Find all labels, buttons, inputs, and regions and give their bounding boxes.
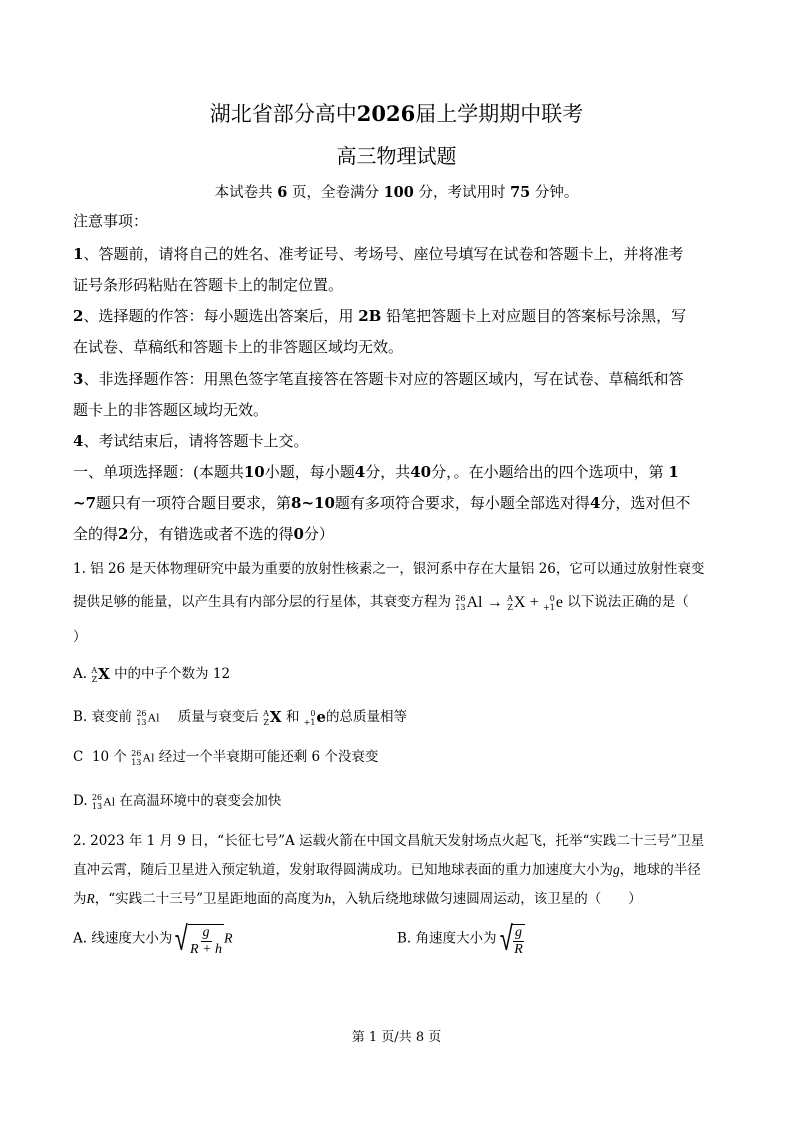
note-text: 、答题前，请将自己的姓名、准考证号、考场号、座位号填写在试卷和答题卡上，并将准考 bbox=[83, 245, 684, 263]
info-text: 本试卷共 bbox=[214, 185, 273, 201]
title-text-end: 届上学期期中联考 bbox=[415, 102, 584, 126]
al-mass: 26 bbox=[131, 748, 142, 758]
q2-line-3 bbox=[73, 887, 642, 907]
e-symbol: e bbox=[316, 707, 326, 726]
option-text: 和 bbox=[285, 709, 300, 725]
note-number: 3 bbox=[73, 370, 84, 388]
option-text: 经过一个半衰期可能还剩 6 个没衰变 bbox=[158, 749, 379, 765]
fraction bbox=[188, 925, 224, 958]
plus-sign: + bbox=[529, 593, 539, 611]
note-2-line-2: 在试卷、草稿纸和答题卡上的非答题区域均无效。 bbox=[73, 338, 404, 356]
exam-subtitle: 高三物理试题 bbox=[336, 144, 457, 168]
note-1-line-1 bbox=[73, 243, 683, 264]
info-text: 分，考试用时 bbox=[418, 185, 506, 201]
q2-text: ，“实践二十三号”卫星距地面的高度为 bbox=[94, 891, 325, 907]
q2-text: ，地球的半径 bbox=[619, 862, 701, 878]
note-pencil: 2B bbox=[358, 307, 382, 325]
radical-icon: √ bbox=[499, 919, 513, 959]
x-symbol: X bbox=[98, 664, 110, 683]
x-nuclide bbox=[91, 665, 109, 685]
note-number: 2 bbox=[73, 307, 84, 325]
q2-option-b[interactable] bbox=[397, 920, 525, 958]
q2-line-1: 2. 2023 年 1 月 9 日，“长征七号”A 运载火箭在中国文昌航天发射场点火起飞，托举“实践二十三号”卫星 bbox=[73, 833, 705, 849]
note-number: 4 bbox=[73, 432, 84, 450]
section-text: 题只有一项符合题目要求，第 bbox=[96, 494, 292, 512]
section-1-line-3 bbox=[73, 523, 334, 544]
e-symbol: e bbox=[555, 593, 563, 611]
q2-line-2 bbox=[73, 858, 701, 878]
note-2-line-1 bbox=[73, 305, 686, 326]
denominator: R + h bbox=[190, 942, 223, 957]
info-score: 100 bbox=[383, 184, 414, 201]
note-4-line-1 bbox=[73, 430, 308, 451]
q1-option-a[interactable] bbox=[73, 662, 230, 684]
al-nuclide bbox=[136, 709, 159, 727]
section-bold: 10 bbox=[243, 463, 265, 481]
al-mass: 26 bbox=[136, 708, 147, 718]
denominator: R bbox=[514, 942, 523, 957]
q1-option-b[interactable] bbox=[73, 705, 407, 727]
info-text: 分钟。 bbox=[534, 185, 579, 201]
x-scripts bbox=[91, 666, 97, 684]
radicand bbox=[188, 924, 224, 958]
x-mass: A bbox=[91, 666, 98, 676]
x-scripts bbox=[507, 594, 513, 612]
x-charge: Z bbox=[507, 602, 513, 612]
al-nuclide bbox=[131, 749, 154, 767]
section-text: 全的得 bbox=[73, 525, 119, 543]
note-text: 、非选择题作答：用黑色签字笔直接答在答题卡对应的答题区域内，写在试卷、草稿纸和答 bbox=[83, 370, 684, 388]
title-text: 湖北省部分高中 bbox=[209, 102, 357, 126]
e-scripts bbox=[304, 709, 316, 727]
var-h: h bbox=[324, 891, 332, 906]
e-charge: +1 bbox=[543, 602, 555, 612]
section-bold: 4 bbox=[354, 463, 366, 481]
section-text: 分，共 bbox=[365, 463, 411, 481]
var-r: R bbox=[86, 891, 95, 906]
fraction bbox=[512, 925, 525, 958]
info-text: 页，全卷满分 bbox=[291, 185, 379, 201]
sqrt-expression bbox=[172, 920, 224, 958]
option-label: B. bbox=[397, 930, 412, 947]
section-bold: 1 bbox=[668, 463, 679, 481]
numerator: g bbox=[514, 925, 522, 940]
radical-icon: √ bbox=[175, 919, 189, 959]
section-bold: 40 bbox=[410, 463, 432, 481]
exam-title bbox=[0, 98, 793, 128]
q1-option-d[interactable] bbox=[73, 789, 281, 811]
q2-text: 直冲云霄，随后卫星进入预定轨道，发射取得圆满成功。已知地球表面的重力加速度大小为 bbox=[73, 862, 613, 878]
note-number: 1 bbox=[73, 245, 84, 263]
title-year: 2026 bbox=[356, 101, 416, 126]
section-bold: 8~10 bbox=[291, 494, 335, 512]
sqrt-expression bbox=[497, 920, 525, 958]
section-1-line-1 bbox=[73, 461, 679, 482]
option-label: C bbox=[73, 749, 84, 765]
section-text: 小题，每小题 bbox=[264, 463, 355, 481]
section-text: 分，选对但不 bbox=[600, 494, 691, 512]
q1-line-1: 1. 铝 26 是天体物理研究中最为重要的放射性核素之一，银河系中存在大量铝 26，它可以通过放射性衰变 bbox=[73, 561, 705, 577]
notes-heading: 注意事项： bbox=[73, 212, 149, 230]
option-text: 10 个 bbox=[91, 749, 127, 765]
info-minutes: 75 bbox=[510, 184, 531, 201]
al-charge: 13 bbox=[455, 602, 466, 612]
section-bold: ~7 bbox=[73, 494, 97, 512]
q2-option-a[interactable] bbox=[73, 920, 233, 958]
x-charge: Z bbox=[263, 718, 269, 728]
option-text: 质量与衰变后 bbox=[177, 709, 259, 725]
al-scripts bbox=[92, 793, 102, 811]
q1-option-c[interactable] bbox=[73, 745, 378, 767]
note-3-line-2: 题卡上的非答题区域均无效。 bbox=[73, 401, 269, 419]
option-text: 线速度大小为 bbox=[91, 930, 173, 947]
info-pages: 6 bbox=[277, 184, 288, 201]
option-text: 衰变前 bbox=[91, 709, 133, 725]
x-nuclide bbox=[263, 708, 281, 728]
numerator: g bbox=[202, 925, 210, 940]
e-nuclide bbox=[304, 708, 326, 728]
al-symbol: Al bbox=[466, 593, 483, 611]
al-symbol: Al bbox=[147, 710, 160, 724]
x-mass: A bbox=[263, 709, 269, 719]
section-bold: 2 bbox=[118, 525, 129, 543]
al-scripts bbox=[455, 594, 465, 612]
x-scripts bbox=[263, 709, 269, 727]
arrow-icon: → bbox=[486, 593, 503, 611]
note-text: 铅笔把答题卡上对应题目的答案标号涂黑，写 bbox=[386, 307, 687, 325]
note-3-line-1 bbox=[73, 368, 683, 389]
var-r: R bbox=[224, 931, 233, 947]
section-text: 题有多项符合要求，每小题全部选对得 bbox=[334, 494, 590, 512]
section-bold: 4 bbox=[589, 494, 601, 512]
al-mass: 26 bbox=[91, 792, 103, 802]
section-1-line-2 bbox=[73, 492, 690, 513]
var-g: g bbox=[613, 862, 620, 877]
section-text: 分，有错选或者不选的得 bbox=[128, 525, 294, 543]
section-text: 一、单项选择题：(本题共 bbox=[73, 463, 244, 481]
exam-info bbox=[0, 181, 793, 202]
radicand bbox=[512, 924, 525, 958]
q1-text: 提供足够的能量，以产生具有内部分层的行星体，其衰变方程为 bbox=[73, 594, 451, 610]
q2-text: ，入轨后绕地球做匀速圆周运动，该卫星的（ ） bbox=[331, 891, 642, 907]
x-symbol: X bbox=[513, 593, 526, 611]
q1-line-3: ） bbox=[73, 629, 87, 645]
option-label: A. bbox=[73, 930, 88, 947]
option-text: 角速度大小为 bbox=[415, 930, 497, 947]
x-symbol: X bbox=[269, 707, 282, 726]
e-mass: 0 bbox=[549, 593, 555, 603]
al-charge: 13 bbox=[136, 717, 147, 727]
al-symbol: Al bbox=[103, 794, 116, 808]
option-label: A. bbox=[73, 666, 88, 682]
q1-text: 以下说法正确的是（ bbox=[567, 594, 689, 610]
option-label: D. bbox=[73, 793, 88, 809]
al-charge: 13 bbox=[131, 757, 142, 767]
note-1-line-2: 证号条形码粘贴在答题卡上的制定位置。 bbox=[73, 276, 344, 294]
option-text: 中的中子个数为 12 bbox=[114, 666, 231, 682]
page-footer: 第 1 页/共 8 页 bbox=[351, 1030, 442, 1045]
section-text: 分，。在小题给出的四个选项中，第 bbox=[431, 463, 664, 481]
note-text: 、选择题的作答：每小题选出答案后，用 bbox=[83, 307, 354, 325]
e-scripts bbox=[543, 594, 555, 612]
q2-text: 为 bbox=[73, 891, 87, 907]
al-scripts bbox=[136, 709, 146, 727]
x-charge: Z bbox=[91, 675, 98, 685]
q1-line-2 bbox=[73, 590, 689, 612]
option-text: 在高温环境中的衰变会加快 bbox=[119, 793, 282, 809]
decay-equation bbox=[455, 594, 563, 612]
al-nuclide bbox=[92, 793, 115, 811]
option-label: B. bbox=[73, 709, 88, 725]
section-text: 分） bbox=[303, 525, 334, 543]
option-text: 的总质量相等 bbox=[325, 709, 407, 725]
al-scripts bbox=[131, 749, 141, 767]
section-bold: 0 bbox=[293, 525, 304, 543]
x-mass: A bbox=[507, 593, 513, 603]
al-symbol: Al bbox=[142, 750, 155, 764]
e-charge: +1 bbox=[303, 718, 316, 728]
e-mass: 0 bbox=[310, 709, 316, 719]
note-text: 、考试结束后，请将答题卡上交。 bbox=[83, 432, 309, 450]
al-charge: 13 bbox=[91, 801, 103, 811]
al-mass: 26 bbox=[455, 593, 466, 603]
